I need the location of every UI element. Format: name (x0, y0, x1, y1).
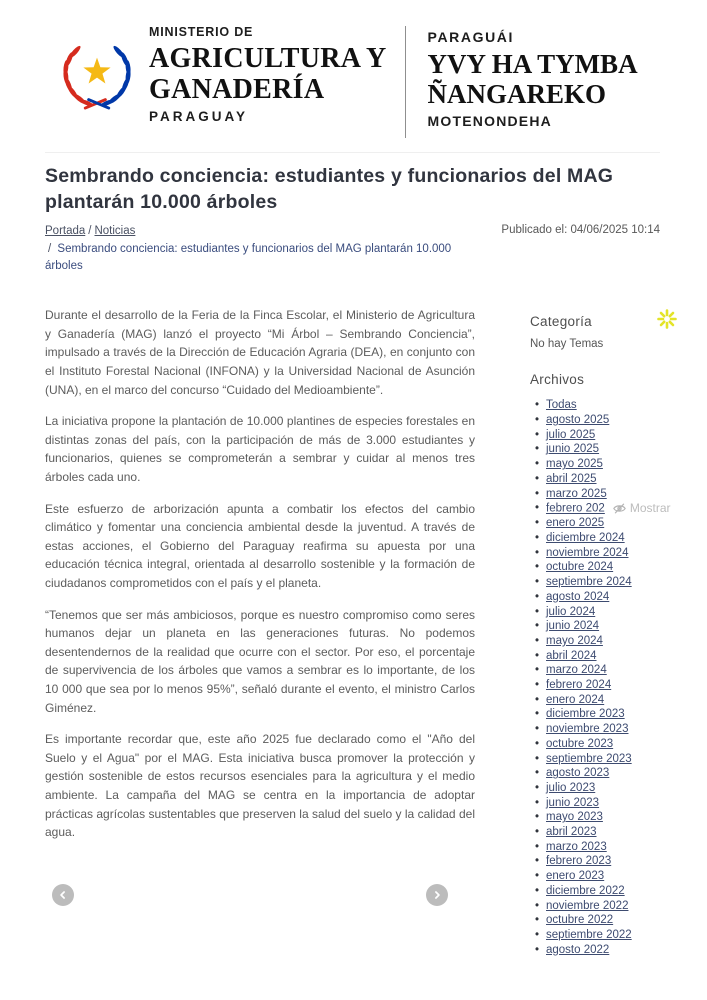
archive-list-item (546, 634, 707, 649)
mostrar-label: Mostrar (629, 501, 671, 516)
eye-off-icon (613, 502, 626, 515)
archive-list-item (546, 516, 707, 531)
archive-link[interactable]: marzo 2023 (546, 840, 607, 853)
archive-list-item (546, 605, 707, 620)
archive-link[interactable]: mayo 2023 (546, 811, 603, 824)
archive-list-item (546, 501, 707, 516)
mostrar-tooltip[interactable] (613, 501, 671, 516)
breadcrumb-current (45, 241, 475, 277)
archive-link[interactable]: noviembre 2023 (546, 723, 629, 736)
archive-link[interactable]: julio 2024 (546, 605, 596, 618)
breadcrumb-noticias-link[interactable]: Noticias (94, 224, 136, 237)
chevron-left-icon (57, 889, 69, 901)
archive-link[interactable]: Todas (546, 399, 577, 412)
archive-link[interactable]: mayo 2025 (546, 458, 603, 471)
archive-link[interactable]: abril 2025 (546, 472, 597, 485)
logo-line-paraguay: PARAGUAY (149, 109, 249, 125)
archive-list-item (546, 825, 707, 840)
article-paragraph: Durante el desarrollo de la Feria de la Finca Escolar, el Ministerio de Agricultura y Ganadería (MAG) lanzó el proyecto “Mi Árbol – Sembrando Conciencia”, impulsado a través de la Dirección de Educación Agraria (DEA), en conjunto con el Instituto Forestal Nacional (INFONA) y la Universidad Nacional de Asunción (UNA), en el marco del concurso “Cuidado del Medioambiente”. (45, 308, 475, 397)
archive-list-item (546, 472, 707, 487)
header-divider (405, 26, 406, 138)
archive-list-item (546, 560, 707, 575)
sidebar (530, 306, 707, 957)
archive-link[interactable]: enero 2025 (546, 517, 605, 530)
archive-link[interactable]: agosto 2024 (546, 590, 610, 603)
archive-link[interactable]: noviembre 2024 (546, 546, 629, 559)
archive-list-item (546, 899, 707, 914)
archive-link[interactable]: septiembre 2022 (546, 928, 632, 941)
archive-link[interactable]: agosto 2023 (546, 767, 610, 780)
category-heading: Categoría (530, 314, 592, 330)
paraguay-emblem-icon (55, 33, 139, 115)
logo-line-agricultura: AGRICULTURA Y (149, 42, 387, 74)
archive-list-item (546, 546, 707, 561)
archive-list-item (546, 722, 707, 737)
archive-link[interactable]: abril 2024 (546, 649, 597, 662)
next-button[interactable] (426, 884, 448, 906)
logo-line-motenondeha: MOTENONDEHA (427, 113, 552, 130)
chevron-right-icon (431, 889, 443, 901)
archive-link[interactable]: julio 2025 (546, 428, 596, 441)
archive-list-item (546, 796, 707, 811)
archive-list-item (546, 678, 707, 693)
archive-list-item (546, 737, 707, 752)
archive-list-item (546, 854, 707, 869)
published-date: Publicado el: 04/06/2025 10:14 (501, 223, 660, 236)
archive-list-item (546, 943, 707, 958)
archive-list-item (546, 707, 707, 722)
archive-list-item (546, 428, 707, 443)
archive-list-item (546, 413, 707, 428)
archive-link[interactable]: junio 2023 (546, 796, 600, 809)
archive-link[interactable]: enero 2023 (546, 870, 605, 883)
archive-list-item (546, 766, 707, 781)
archive-link[interactable]: octubre 2022 (546, 914, 614, 927)
archive-link[interactable]: junio 2024 (546, 620, 600, 633)
archive-list-item (546, 752, 707, 767)
breadcrumb-separator: / (48, 242, 52, 255)
archive-link[interactable]: octubre 2024 (546, 561, 614, 574)
archive-list-item (546, 869, 707, 884)
archive-list-item (546, 810, 707, 825)
breadcrumb (45, 223, 475, 276)
archive-list-item (546, 884, 707, 899)
archive-link[interactable]: mayo 2024 (546, 634, 603, 647)
mag-logo[interactable] (55, 24, 387, 124)
archive-link[interactable]: febrero 202 (546, 502, 605, 515)
archive-list-item (546, 649, 707, 664)
logo-line-nangareko: ÑANGAREKO (427, 79, 607, 110)
archive-list-item (546, 781, 707, 796)
site-header (0, 0, 707, 138)
article-paragraph: “Tenemos que ser más ambiciosos, porque es nuestro compromiso como seres humanos dejar un planeta en las generaciones futuras. No podemos desentendernos de la realidad que ocurre con el sector. Por eso, el porcentaje de supervivencia de los árboles que vamos a sembrar es lo importante, de los 10 000 que sea por lo menos 95%”, señaló durante el evento, el ministro Carlos Giménez. (45, 607, 475, 715)
archive-list-item (546, 457, 707, 472)
archive-list-item (546, 487, 707, 502)
archive-link[interactable]: septiembre 2024 (546, 576, 632, 589)
archive-list-item (546, 531, 707, 546)
archive-list-item (546, 928, 707, 943)
archive-link[interactable]: noviembre 2022 (546, 899, 629, 912)
archive-link[interactable]: diciembre 2023 (546, 708, 625, 721)
archive-list-item (546, 619, 707, 634)
archive-link[interactable]: marzo 2025 (546, 487, 607, 500)
article-paragraph: La iniciativa propone la plantación de 10.000 plantines de especies forestales en distintas zonas del país, con la participación de más de 3.000 estudiantes y funcionarios, quienes se comprometerán a sembrar y cuidar al menos tres árboles cada uno. (45, 414, 475, 485)
logo-line-yvy: YVY HA TYMBA (427, 49, 638, 79)
breadcrumb-current-label: Sembrando conciencia: estudiantes y funcionarios del MAG plantarán 10.000 árboles (45, 242, 452, 273)
archive-list-item (546, 913, 707, 928)
archive-link[interactable]: abril 2023 (546, 826, 597, 839)
archive-link[interactable]: octubre 2023 (546, 737, 614, 750)
archive-link[interactable]: julio 2023 (546, 781, 596, 794)
category-empty-text: No hay Temas (530, 338, 604, 351)
archive-link[interactable]: marzo 2024 (546, 664, 607, 677)
archives-heading: Archivos (530, 372, 585, 388)
archive-link[interactable]: agosto 2022 (546, 943, 610, 956)
archive-link[interactable]: diciembre 2024 (546, 532, 625, 544)
article-paragraph: Este esfuerzo de arborización apunta a combatir los efectos del cambio climático y fomentar una conciencia ambiental desde la juventud. A través de estas acciones, el Gobierno del Paraguay reafirma su apuesta por una educación técnica integral, orientada al desarrollo sostenible y la formación de ciudadanos comprometidos con el país y el planeta. (45, 501, 475, 590)
archives-list (530, 398, 707, 957)
breadcrumb-separator: / (88, 224, 92, 237)
article-paragraph: Es importante recordar que, este año 2025 fue declarado como el "Año del Suelo y el Agua" por el MAG. Esta iniciativa busca promover la protección y gestión sostenible de estos recursos esenciales para la agricultura y el medio ambiente. La campaña del MAG se centra en la importancia de adoptar prácticas agrícolas sustentables que preserven la salud del suelo y la calidad del agua. (45, 732, 475, 840)
archive-list-item (546, 398, 707, 413)
archive-link[interactable]: febrero 2024 (546, 679, 612, 692)
archive-list-item (546, 590, 707, 605)
archive-link[interactable]: septiembre 2023 (546, 752, 632, 765)
accessibility-asterisk-icon[interactable] (656, 308, 678, 330)
archive-list-item (546, 575, 707, 590)
archive-link[interactable]: junio 2025 (546, 443, 600, 456)
archive-link[interactable]: diciembre 2022 (546, 884, 625, 897)
archive-link[interactable]: febrero 2023 (546, 855, 612, 868)
archive-list-item (546, 663, 707, 678)
archive-list-item (546, 693, 707, 708)
archive-link[interactable]: enero 2024 (546, 693, 605, 706)
logo-line-ministerio: MINISTERIO DE (149, 25, 254, 39)
article-body (45, 306, 475, 957)
mag-logo-text (149, 24, 387, 124)
prev-button[interactable] (52, 884, 74, 906)
logo-line-paraguai: PARAGUÁI (427, 29, 514, 45)
guarani-logo-text (428, 24, 638, 128)
logo-line-ganaderia: GANADERÍA (149, 73, 325, 105)
archive-list-item (546, 442, 707, 457)
archive-link[interactable]: agosto 2025 (546, 413, 610, 426)
page-title: Sembrando conciencia: estudiantes y funcionarios del MAG plantarán 10.000 árboles (45, 165, 614, 213)
breadcrumb-portada-link[interactable]: Portada (45, 224, 86, 237)
archive-list-item (546, 840, 707, 855)
